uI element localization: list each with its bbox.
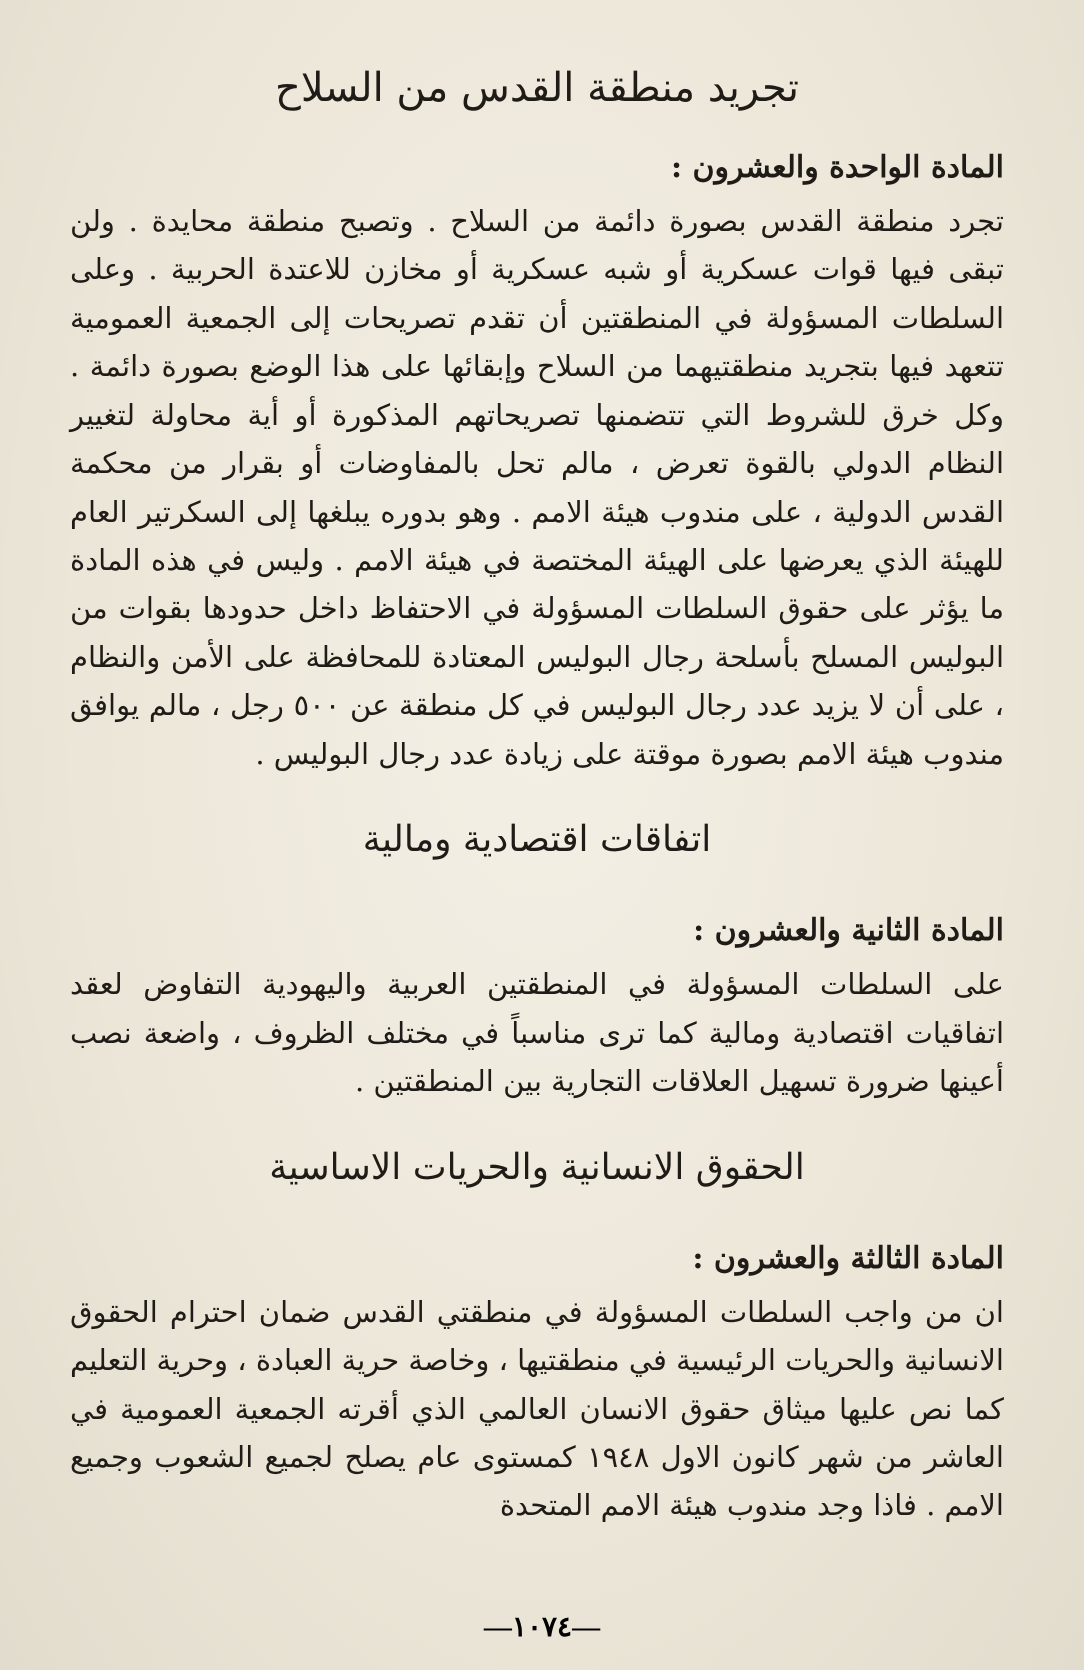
article-23-text: ان من واجب السلطات المسؤولة في منطقتي القدس ضمان احترام الحقوق الانسانية والحريات الرئيسية في منطقتيها ، وخاصة حرية العبادة ، وحرية التعليم كما نص عليها ميثاق حقوق الانسان العالمي الذي أقرته الجمعية العمومية في العاشر من شهر كانون الاول ١٩٤٨ كمستوى عام يصلح لجميع الشعوب وجميع الامم . فاذا وجد مندوب هيئة الامم المتحدة [70, 1294, 1004, 1523]
article-21 [70, 148, 1004, 778]
article-22-heading: المادة الثانية والعشرون : [693, 913, 1004, 949]
article-21-heading: المادة الواحدة والعشرون : [670, 150, 1004, 185]
article-23 [70, 1239, 1004, 1530]
page-number: —١٠٧٤— [483, 1612, 601, 1643]
article-22 [70, 911, 1004, 1105]
document-title: تجريد منطقة القدس من السلاح [275, 65, 799, 111]
article-22-text: على السلطات المسؤولة في المنطقتين العربية واليهودية التفاوض لعقد اتفاقيات اقتصادية ومالية كما ترى مناسباً في مختلف الظروف ، واضعة نصب أعينها ضرورة تسهيل العلاقات التجارية بين المنطقتين . [70, 967, 1004, 1099]
section-title-human-rights: الحقوق الانسانية والحريات الاساسية [269, 1146, 805, 1188]
section-title-economic: اتفاقات اقتصادية ومالية [362, 819, 712, 861]
article-23-heading: المادة الثالثة والعشرون : [692, 1240, 1004, 1276]
article-21-text: تجرد منطقة القدس بصورة دائمة من السلاح . وتصبح منطقة محايدة . ولن تبقى فيها قوات عسكرية أو شبه عسكرية أو مخازن للاعتدة الحربية . وعلى السلطات المسؤولة في المنطقتين أن تقدم تصريحات إلى الجمعية العمومية تتعهد فيها بتجريد منطقتيهما من السلاح وإبقائها على هذا الوضع بصورة دائمة . وكل خرق للشروط التي تتضمنها تصريحاتهم المذكورة أو أية محاولة لتغيير النظام الدولي بالقوة تعرض ، مالم تحل بالمفاوضات أو بقرار من محكمة القدس الدولية ، على مندوب هيئة الامم . وهو بدوره يبلغها إلى السكرتير العام للهيئة الذي يعرضها على الهيئة المختصة في هيئة الامم . وليس في هذه المادة ما يؤثر على حقوق السلطات المسؤولة في الاحتفاظ داخل حدودها بقوات من البوليس المسلح بأسلحة رجال البوليس المعتادة للمحافظة على الأمن والنظام ، على أن لا يزيد عدد رجال البوليس في كل منطقة عن ٥٠٠ رجل ، مالم يوافق مندوب هيئة الامم بصورة موقتة على زيادة عدد رجال البوليس . [70, 204, 1005, 771]
